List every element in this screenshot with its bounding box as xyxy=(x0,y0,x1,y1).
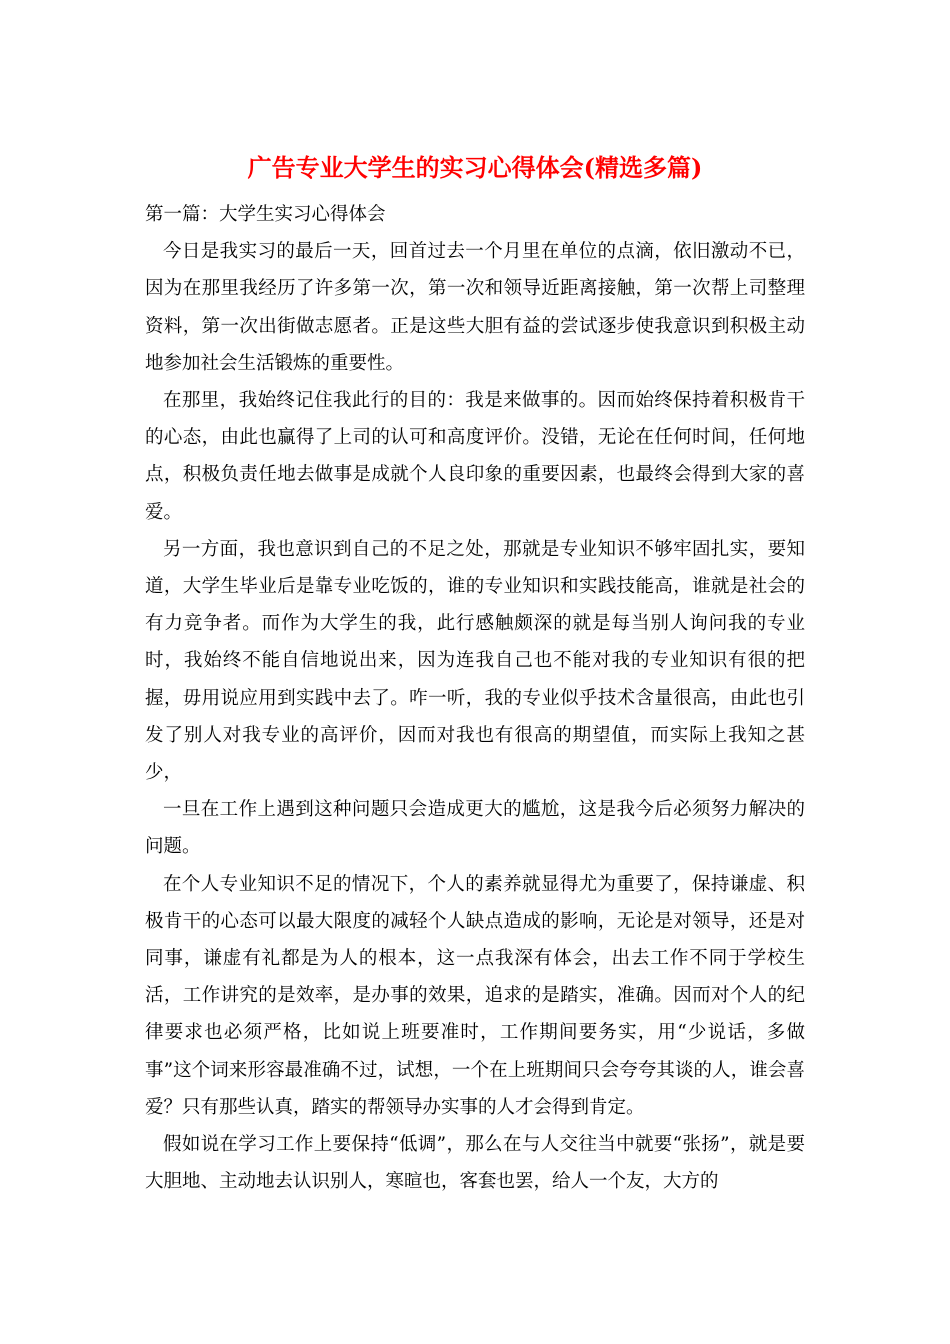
paragraph-5: 在个人专业知识不足的情况下，个人的素养就显得尤为重要了，保持谦虚、积极肯干的心态可以最大限度的减轻个人缺点造成的影响，无论是对领导，还是对同事，谦虚有礼都是为人的根本，这一点我深有体会，出去工作不同于学校生活，工作讲究的是效率，是办事的效果，追求的是踏实，准确。因而对个人的纪律要求也必须严格，比如说上班要准时，工作期间要务实，用“少说话，多做事”这个词来形容最准确不过，试想，一个在上班期间只会夸夸其谈的人，谁会喜爱？只有那些认真，踏实的帮领导办实事的人才会得到肯定。 xyxy=(145,873,805,1118)
paragraph-2: 在那里，我始终记住我此行的目的：我是来做事的。因而始终保持着积极肯干的心态，由此也赢得了上司的认可和高度评价。没错，无论在任何时间，任何地点，积极负责任地去做事是成就个人良印象的重要因素，也最终会得到大家的喜爱。 xyxy=(145,390,805,523)
paragraph-3: 另一方面，我也意识到自己的不足之处，那就是专业知识不够牢固扎实，要知道，大学生毕业后是靠专业吃饭的，谁的专业知识和实践技能高，谁就是社会的有力竞争者。而作为大学生的我，此行感触颇深的就是每当别人询问我的专业时，我始终不能自信地说出来，因为连我自己也不能对我的专业知识有很的把握，毋用说应用到实践中去了。咋一听，我的专业似乎技术含量很高，由此也引发了别人对我专业的高评价，因而对我也有很高的期望值，而实际上我知之甚少， xyxy=(145,538,805,784)
section-heading: 第一篇：大学生实习心得体会 xyxy=(145,204,386,225)
paragraph-6: 假如说在学习工作上要保持“低调”，那么在与人交往当中就要“张扬”，就是要大胆地、主动地去认识别人，寒暄也，客套也罢，给人一个友，大方的 xyxy=(145,1134,805,1193)
document-body xyxy=(145,196,805,1200)
paragraph-1: 今日是我实习的最后一天，回首过去一个月里在单位的点滴，依旧激动不已，因为在那里我经历了许多第一次，第一次和领导近距离接触，第一次帮上司整理资料，第一次出街做志愿者。正是这些大胆有益的尝试逐步使我意识到积极主动地参加社会生活锻炼的重要性。 xyxy=(145,241,805,374)
document-title: 广告专业大学生的实习心得体会(精选多篇) xyxy=(247,153,703,182)
paragraph-4: 一旦在工作上遇到这种问题只会造成更大的尴尬，这是我今后必须努力解决的问题。 xyxy=(145,799,805,858)
